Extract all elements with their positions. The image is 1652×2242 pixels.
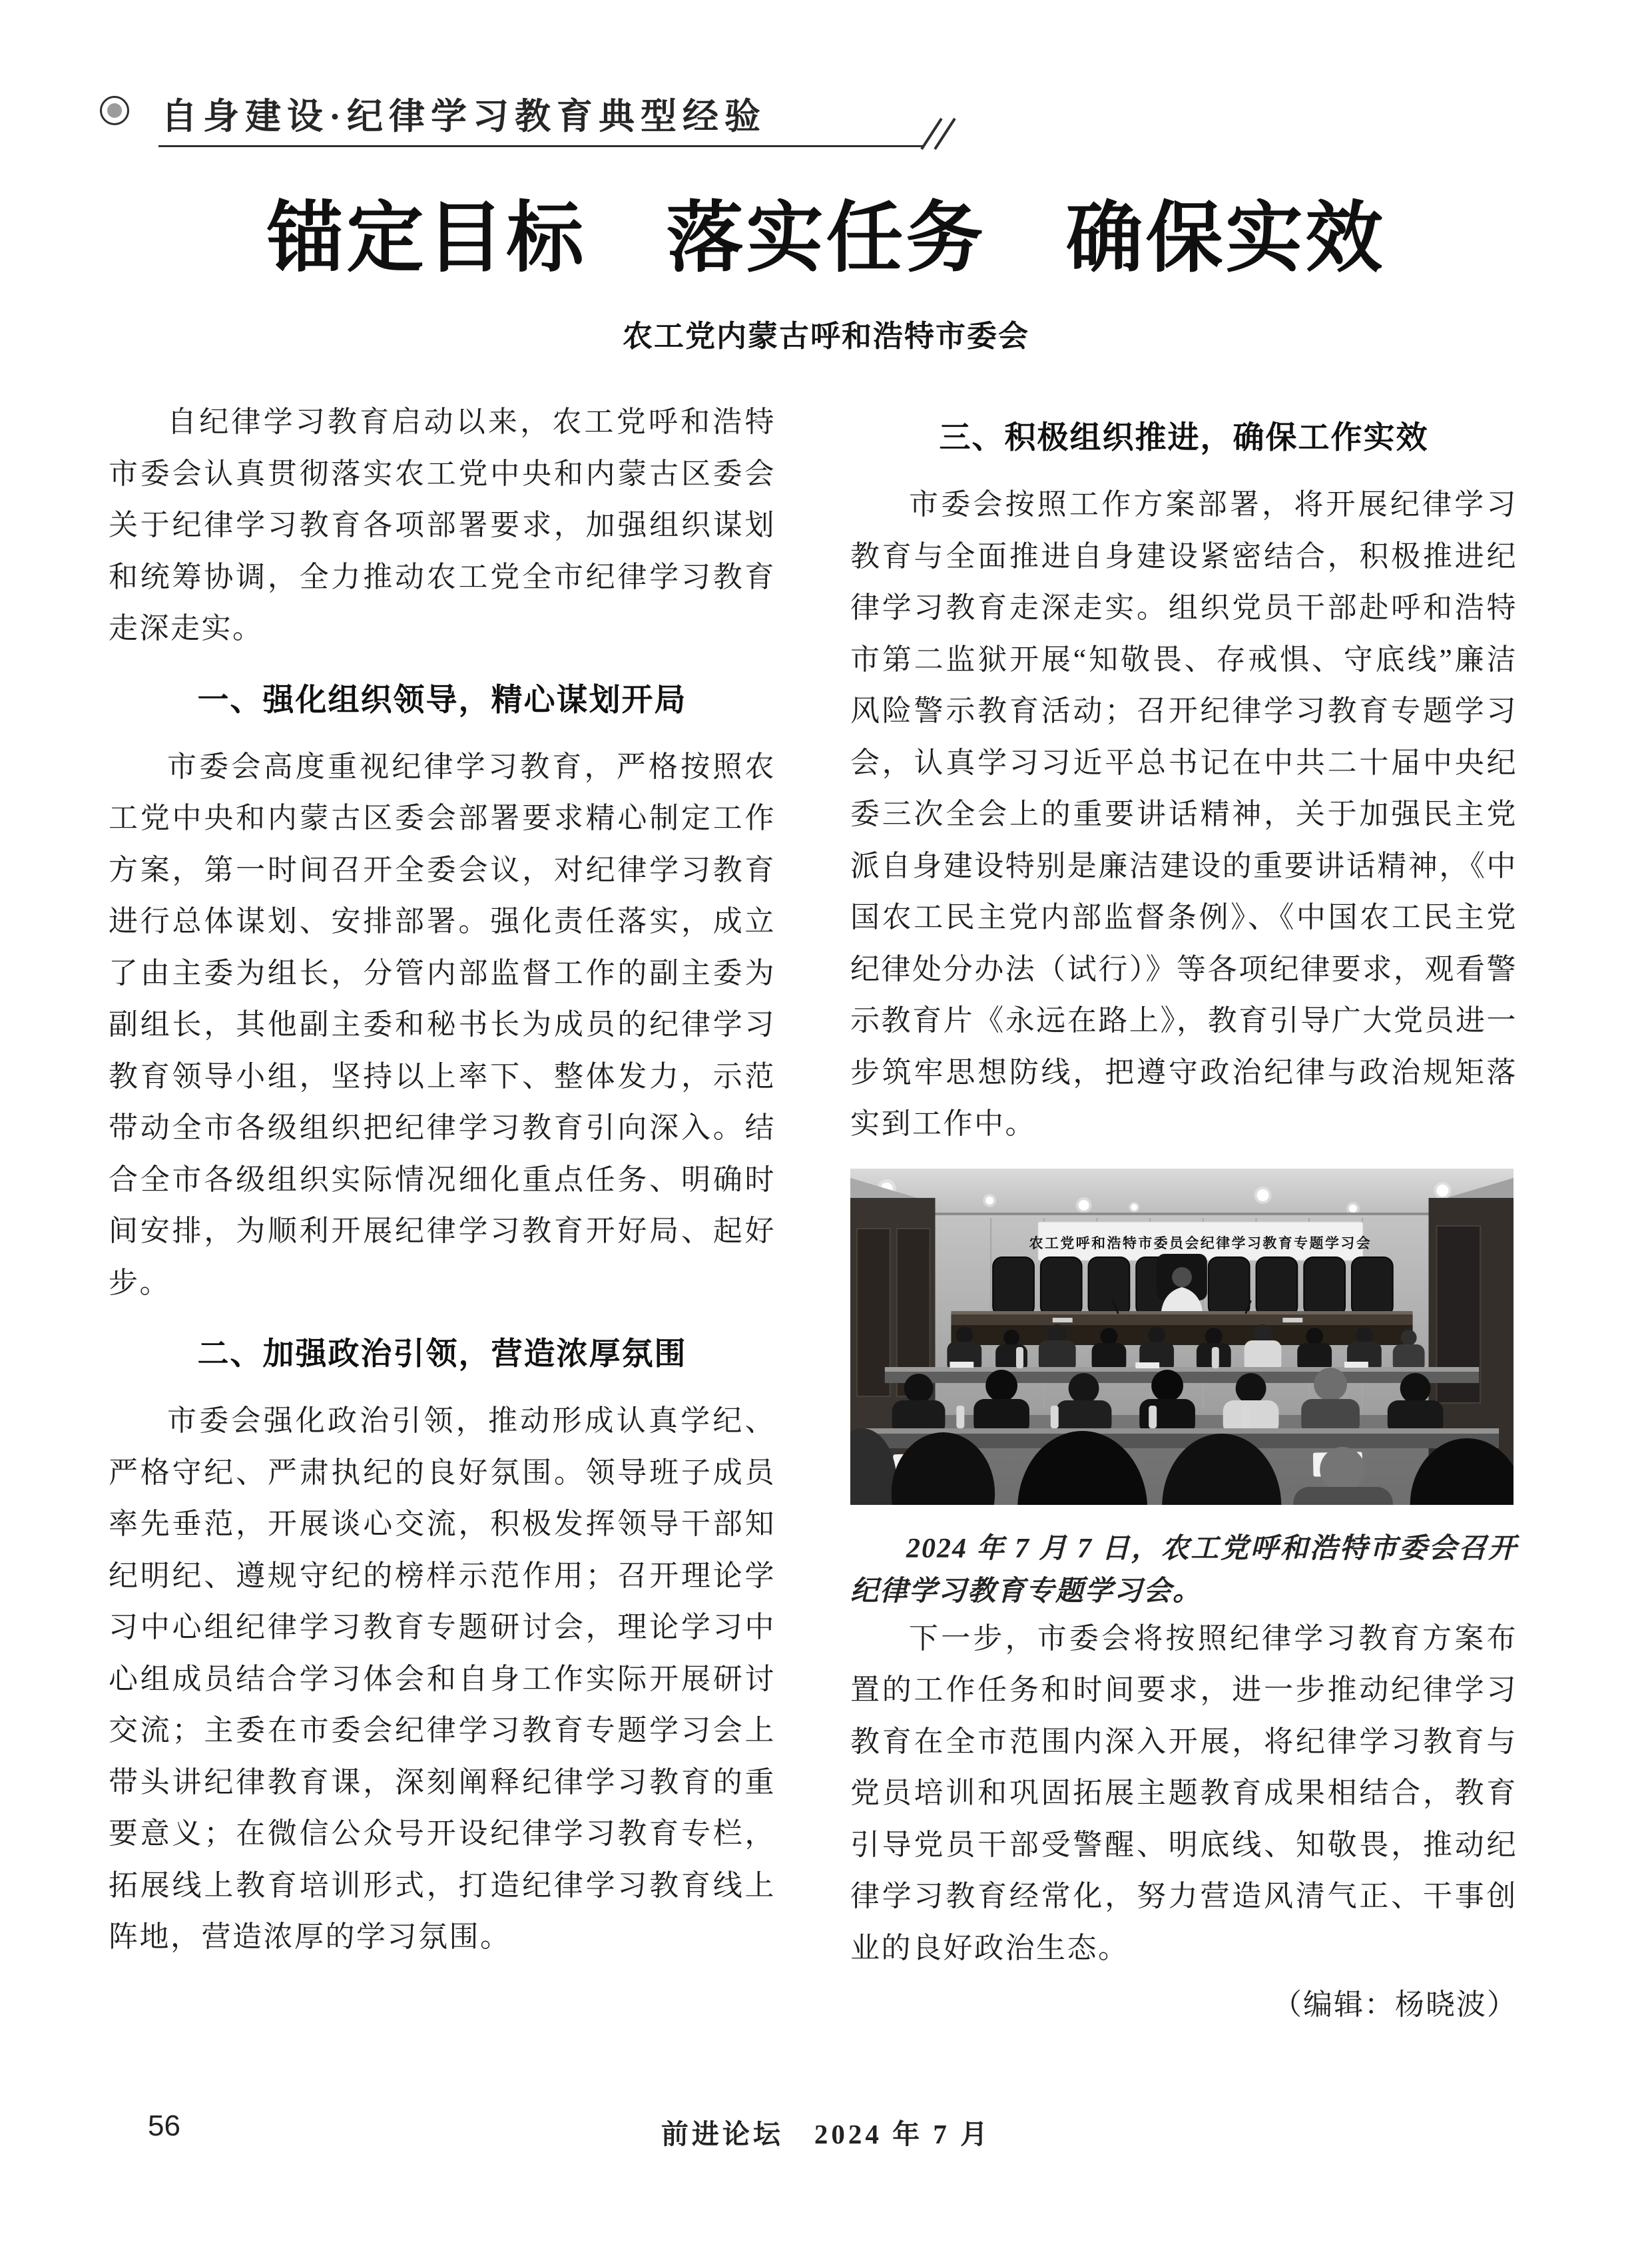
masthead-bullet-dot: [107, 103, 122, 118]
editor-note: （编辑：杨晓波）: [1272, 1988, 1517, 2021]
meeting-photo: [850, 1169, 1514, 1505]
section-2-paragraph: 市委会强化政治引领，推动形成认真学纪、严格守纪、严肃执纪的良好氛围。领导班子成员率先垂范，开展谈心交流，积极发挥领导干部知纪明纪、遵规守纪的榜样示范作用；召开理论学习中心组纪律学习教育专题研讨会，理论学习中心组成员结合学习体会和自身工作实际开展研讨交流；主委在市委会纪律学习教育专题学习会上带头讲纪律教育课，深刻阐释纪律学习教育的重要意义；在微信公众号开设纪律学习教育专栏，拓展线上教育培训形式，打造纪律学习教育线上阵地，营造浓厚的学习氛围。: [109, 1404, 776, 1953]
article-title: 锚定目标 落实任务 确保实效: [266, 194, 1386, 281]
masthead-bullet-icon: [100, 96, 129, 125]
masthead-label: 自身建设·纪律学习教育典型经验: [161, 97, 767, 137]
photo-ceiling: [850, 1169, 1514, 1215]
masthead-rule: [158, 145, 924, 147]
closing-paragraph: 下一步，市委会将按照纪律学习教育方案布置的工作任务和时间要求，进一步推动纪律学习教育在全市范围内深入开展，将纪律学习教育与党员培训和巩固拓展主题教育成果相结合，教育引导党员干部受警醒、明底线、知敬畏，推动纪律学习教育经常化，努力营造风清气正、干事创业的良好政治生态。: [850, 1621, 1517, 1964]
article-author: 农工党内蒙古呼和浩特市委会: [622, 319, 1029, 353]
left-column: [109, 396, 776, 1963]
photo-caption: 2024 年 7 月 7 日，农工党呼和浩特市委会召开纪律学习教育专题学习会。: [850, 1533, 1517, 1607]
section-2-heading: 二、加强政治引领，营造浓厚氛围: [197, 1336, 687, 1371]
section-3-heading: 三、积极组织推进，确保工作实效: [939, 420, 1429, 455]
section-1-heading: 一、强化组织领导，精心谋划开局: [197, 681, 687, 717]
photo-banner-text: 农工党呼和浩特市委员会纪律学习教育专题学习会: [1029, 1235, 1372, 1251]
meeting-photo-scene: [850, 1169, 1514, 1505]
photo-rostrum-table: [951, 1311, 1412, 1314]
photo-desk-row-2: [865, 1428, 1499, 1434]
journal-footer: 前进论坛 2024 年 7 月: [661, 2119, 991, 2149]
right-column: [850, 396, 1517, 2031]
section-3-paragraph: 市委会按照工作方案部署，将开展纪律学习教育与全面推进自身建设紧密结合，积极推进纪律学习教育走深走实。组织党员干部赴呼和浩特市第二监狱开展“知敬畏、存戒惧、守底线”廉洁风险警示教育活动；召开纪律学习教育专题学习会，认真学习习近平总书记在中共二十届中央纪委三次全会上的重要讲话精神，关于加强民主党派自身建设特别是廉洁建设的重要讲话精神，《中国农工民主党内部监督条例》、《中国农工民主党纪律处分办法（试行）》等各项纪律要求，观看警示教育片《永远在路上》，教育引导广大党员进一步筑牢思想防线，把遵守政治纪律与政治规矩落实到工作中。: [850, 488, 1517, 1140]
intro-paragraph: 自纪律学习教育启动以来，农工党呼和浩特市委会认真贯彻落实农工党中央和内蒙古区委会关于纪律学习教育各项部署要求，加强组织谋划和统筹协调，全力推动农工党全市纪律学习教育走深走实。: [109, 406, 776, 645]
page-number: 56: [148, 2109, 180, 2142]
masthead-slash-icon: [918, 117, 965, 150]
photo-speaker: [1157, 1254, 1207, 1316]
photo-desk-row-1: [885, 1367, 1479, 1372]
section-1-paragraph: 市委会高度重视纪律学习教育，严格按照农工党中央和内蒙古区委会部署要求精心制定工作方案，第一时间召开全委会议，对纪律学习教育进行总体谋划、安排部署。强化责任落实，成立了由主委为组长，分管内部监督工作的副主委为副组长，其他副主委和秘书长为成员的纪律学习教育领导小组，坚持以上率下、整体发力，示范带动全市各级组织把纪律学习教育引向深入。结合全市各级组织实际情况细化重点任务、明确时间安排，为顺利开展纪律学习教育开好局、起好步。: [109, 750, 776, 1299]
